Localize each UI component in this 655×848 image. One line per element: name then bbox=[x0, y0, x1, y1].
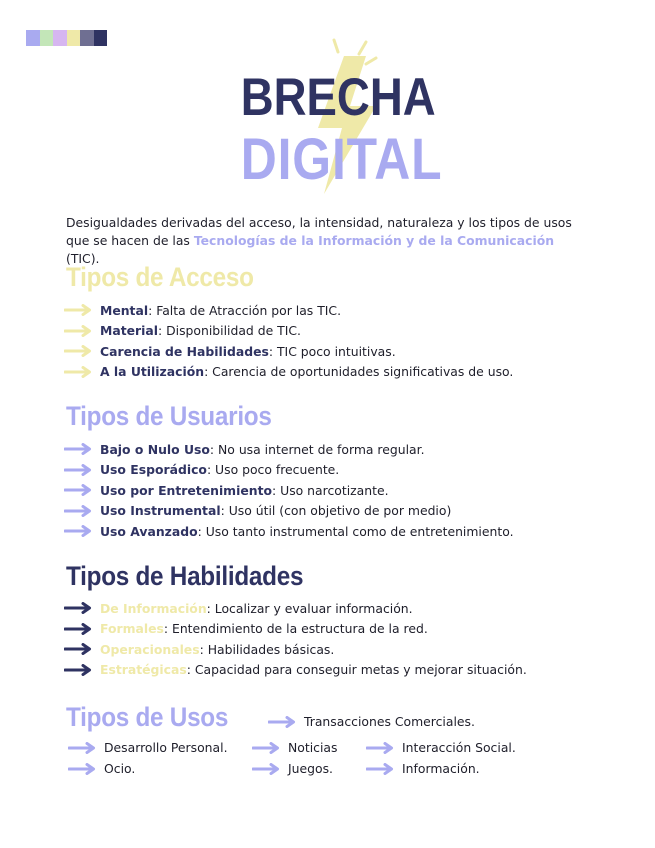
logo-title-line2: DIGITAL bbox=[240, 127, 443, 192]
item-description: : Habilidades básicas. bbox=[199, 641, 335, 657]
item-description: : Entendimiento de la estructura de la red. bbox=[163, 621, 428, 637]
arrow-right-icon bbox=[366, 763, 394, 775]
list-item bbox=[64, 341, 513, 362]
item-description: : TIC poco intuitivas. bbox=[268, 343, 396, 359]
usos-item-label: Noticias bbox=[288, 740, 338, 755]
usos-item-label: Desarrollo Personal. bbox=[104, 740, 228, 755]
item-description: : Disponibilidad de TIC. bbox=[157, 323, 301, 339]
usos-item-label: Interacción Social. bbox=[402, 740, 516, 755]
item-term: Formales bbox=[100, 621, 164, 637]
list-item bbox=[64, 480, 514, 501]
acceso-list bbox=[64, 300, 513, 382]
usos-item bbox=[68, 761, 135, 776]
usos-item bbox=[268, 714, 475, 729]
usuarios-list bbox=[64, 439, 514, 542]
arrow-right-icon bbox=[252, 742, 280, 754]
section-title-usuarios: Tipos de Usuarios bbox=[66, 401, 272, 431]
item-term: Uso por Entretenimiento bbox=[100, 482, 273, 498]
section-title-habilidades: Tipos de Habilidades bbox=[66, 561, 304, 591]
item-description: : No usa internet de forma regular. bbox=[209, 441, 425, 457]
usos-item bbox=[366, 761, 480, 776]
item-description: : Uso poco frecuente. bbox=[206, 462, 340, 478]
item-description: : Uso tanto instrumental como de entretenimiento. bbox=[197, 523, 514, 539]
color-palette bbox=[26, 30, 107, 46]
arrow-right-icon bbox=[64, 366, 92, 378]
item-description: : Falta de Atracción por las TIC. bbox=[148, 302, 342, 318]
palette-swatch bbox=[53, 30, 67, 46]
list-item bbox=[64, 300, 513, 321]
item-description: : Uso narcotizante. bbox=[272, 482, 389, 498]
logo-title-line1: BRECHA bbox=[240, 68, 436, 127]
habilidades-list bbox=[64, 598, 527, 680]
arrow-right-icon bbox=[64, 345, 92, 357]
arrow-right-icon bbox=[64, 664, 92, 676]
palette-swatch bbox=[94, 30, 108, 46]
item-term: Operacionales bbox=[100, 641, 200, 657]
usos-item bbox=[68, 740, 228, 755]
item-term: Material bbox=[100, 323, 158, 339]
arrow-right-icon bbox=[64, 505, 92, 517]
item-description: : Carencia de oportunidades significativas de uso. bbox=[204, 364, 514, 380]
item-term: Carencia de Habilidades bbox=[100, 343, 269, 359]
item-term: Uso Esporádico bbox=[100, 462, 207, 478]
list-item bbox=[64, 639, 527, 660]
arrow-right-icon bbox=[64, 643, 92, 655]
palette-swatch bbox=[26, 30, 40, 46]
usos-item-label: Ocio. bbox=[104, 761, 136, 776]
list-item bbox=[64, 321, 513, 342]
arrow-right-icon bbox=[64, 602, 92, 614]
item-description: : Capacidad para conseguir metas y mejorar situación. bbox=[186, 662, 527, 678]
arrow-right-icon bbox=[64, 443, 92, 455]
intro-text: Desigualdades derivadas del acceso, la intensidad, naturaleza y los tipos de usos que se hacen de las bbox=[66, 215, 572, 248]
list-item bbox=[64, 460, 514, 481]
intro-text-end: (TIC). bbox=[66, 251, 100, 266]
usos-item-label: Juegos. bbox=[288, 761, 333, 776]
arrow-right-icon bbox=[64, 623, 92, 635]
arrow-right-icon bbox=[68, 742, 96, 754]
item-term: Estratégicas bbox=[100, 662, 187, 678]
list-item bbox=[64, 501, 514, 522]
item-term: De Información bbox=[100, 600, 207, 616]
usos-item-label: Transacciones Comerciales. bbox=[304, 714, 475, 729]
arrow-right-icon bbox=[252, 763, 280, 775]
item-term: Uso Avanzado bbox=[100, 523, 198, 539]
arrow-right-icon bbox=[366, 742, 394, 754]
item-description: : Localizar y evaluar información. bbox=[206, 600, 413, 616]
palette-swatch bbox=[80, 30, 94, 46]
intro-highlight: Tecnologías de la Información y de la Comunicación bbox=[193, 233, 555, 248]
arrow-right-icon bbox=[268, 716, 296, 728]
section-title-acceso: Tipos de Acceso bbox=[66, 262, 254, 292]
usos-item bbox=[366, 740, 516, 755]
list-item bbox=[64, 619, 527, 640]
item-term: Mental bbox=[100, 302, 149, 318]
list-item bbox=[64, 521, 514, 542]
palette-swatch bbox=[40, 30, 54, 46]
list-item bbox=[64, 598, 527, 619]
arrow-right-icon bbox=[64, 525, 92, 537]
arrow-right-icon bbox=[64, 325, 92, 337]
item-term: A la Utilización bbox=[100, 364, 205, 380]
list-item bbox=[64, 660, 527, 681]
usos-item-label: Información. bbox=[402, 761, 480, 776]
item-term: Uso Instrumental bbox=[100, 503, 221, 519]
arrow-right-icon bbox=[64, 304, 92, 316]
arrow-right-icon bbox=[64, 484, 92, 496]
list-item bbox=[64, 439, 514, 460]
section-title-usos: Tipos de Usos bbox=[66, 702, 229, 732]
item-term: Bajo o Nulo Uso bbox=[100, 441, 210, 457]
logo bbox=[226, 36, 443, 196]
intro-paragraph bbox=[66, 214, 586, 268]
arrow-right-icon bbox=[68, 763, 96, 775]
list-item bbox=[64, 362, 513, 383]
usos-item bbox=[252, 761, 333, 776]
arrow-right-icon bbox=[64, 464, 92, 476]
item-description: : Uso útil (con objetivo de por medio) bbox=[220, 503, 452, 519]
palette-swatch bbox=[67, 30, 81, 46]
usos-item bbox=[252, 740, 337, 755]
